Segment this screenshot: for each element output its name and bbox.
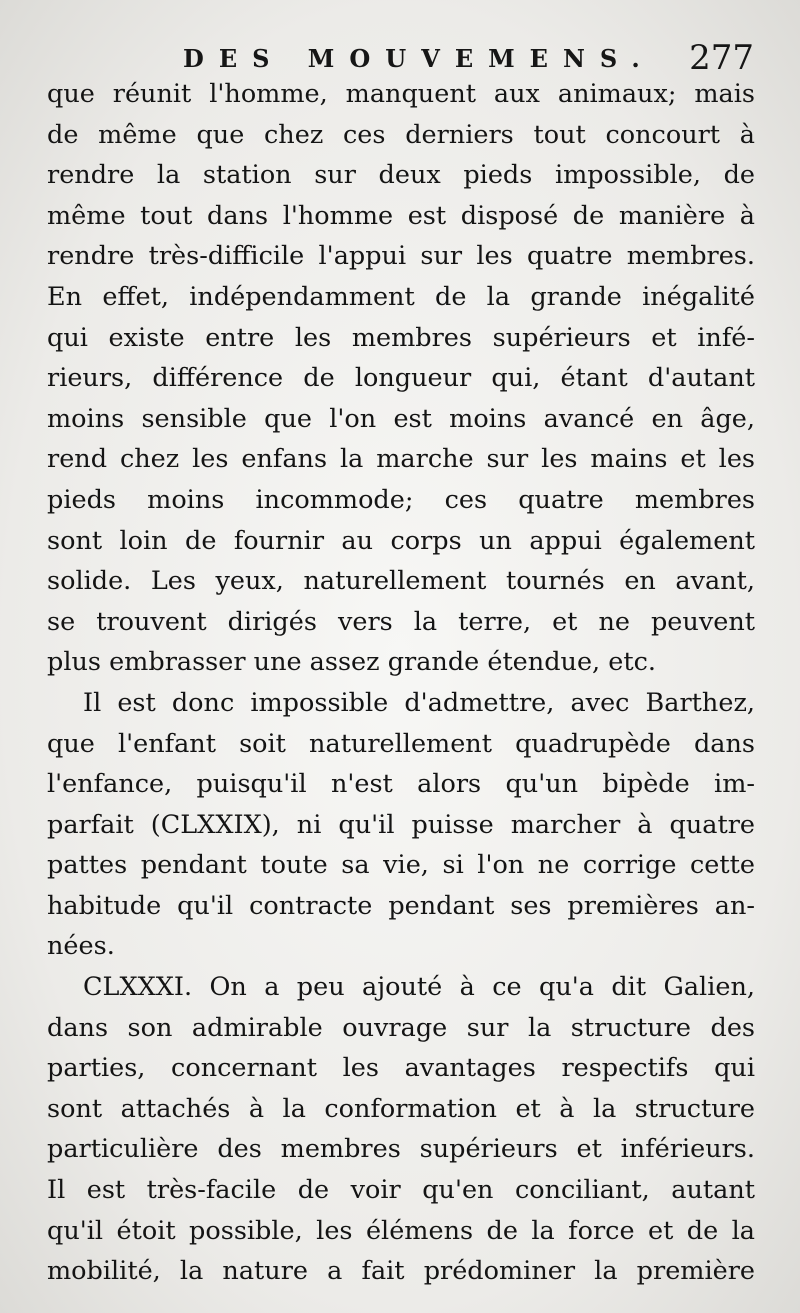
text-line: plus embrasser une assez grande étendue, etc. xyxy=(47,647,656,678)
text-line: rendre la station sur deux pieds impossible, de xyxy=(47,160,755,191)
text-line: pieds moins incommode; ces quatre membres xyxy=(47,484,755,515)
text-line: moins sensible que l'on est moins avancé en âge, xyxy=(47,403,755,434)
text-line: même tout dans l'homme est disposé de manière à xyxy=(47,200,755,231)
text-line: nées. xyxy=(47,931,115,962)
text-line: rend chez les enfans la marche sur les mains et les xyxy=(47,444,755,475)
text-line: sont loin de fournir au corps un appui également xyxy=(47,525,755,556)
text-line: CLXXXI. On a peu ajouté à ce qu'a dit Galien, xyxy=(83,972,755,1003)
text-line: se trouvent dirigés vers la terre, et ne peuvent xyxy=(47,606,755,637)
text-line: sont attachés à la conformation et à la structure xyxy=(47,1093,755,1124)
text-line: que l'enfant soit naturellement quadrupède dans xyxy=(47,728,755,759)
text-line: Il est très-facile de voir qu'en conciliant, autant xyxy=(47,1175,755,1206)
text-line: En effet, indépendamment de la grande inégalité xyxy=(47,281,755,312)
text-line: parties, concernant les avantages respectifs qui xyxy=(47,1053,755,1084)
body-text xyxy=(47,74,755,1292)
text-line: mobilité, la nature a fait prédominer la première xyxy=(47,1256,755,1287)
text-line: Il est donc impossible d'admettre, avec Barthez, xyxy=(83,687,755,718)
text-line: qui existe entre les membres supérieurs et infé- xyxy=(47,322,755,353)
text-line: que réunit l'homme, manquent aux animaux; mais xyxy=(47,79,755,109)
text-line: de même que chez ces derniers tout concourt à xyxy=(47,119,755,150)
running-title: DES MOUVEMENS. xyxy=(183,44,655,73)
text-line: solide. Les yeux, naturellement tournés en avant, xyxy=(47,566,755,597)
text-line: qu'il étoit possible, les élémens de la force et de la xyxy=(47,1215,755,1246)
page-number: 277 xyxy=(689,38,754,78)
text-line: pattes pendant toute sa vie, si l'on ne corrige cette xyxy=(47,850,755,881)
text-line: rendre très-difficile l'appui sur les quatre membres. xyxy=(47,241,755,272)
text-line: l'enfance, puisqu'il n'est alors qu'un bipède im- xyxy=(47,769,755,800)
text-line: rieurs, différence de longueur qui, étant d'autant xyxy=(47,363,755,394)
text-line: parfait (CLXXIX), ni qu'il puisse marcher à quatre xyxy=(47,809,755,840)
text-line: particulière des membres supérieurs et inférieurs. xyxy=(47,1134,755,1165)
text-line: habitude qu'il contracte pendant ses premières an- xyxy=(47,890,755,921)
text-line: dans son admirable ouvrage sur la structure des xyxy=(47,1012,755,1043)
